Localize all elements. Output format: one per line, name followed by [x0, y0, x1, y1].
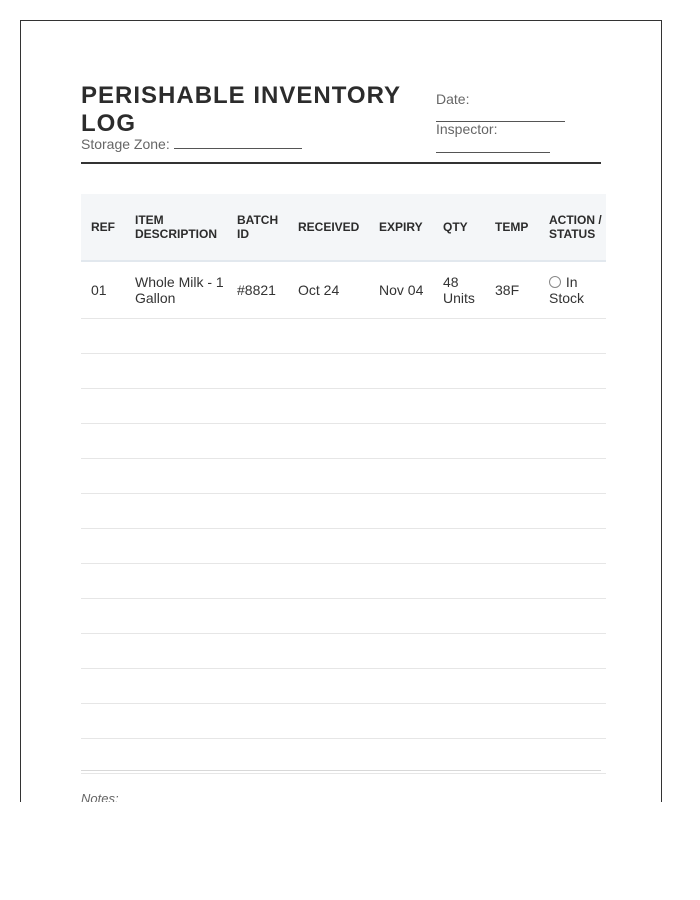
empty-cell[interactable]: [227, 704, 288, 739]
cell-received: Oct 24: [288, 261, 369, 319]
empty-cell[interactable]: [227, 494, 288, 529]
empty-cell[interactable]: [227, 354, 288, 389]
empty-table-row: [81, 494, 606, 529]
empty-cell[interactable]: [125, 564, 227, 599]
empty-cell[interactable]: [369, 704, 433, 739]
empty-cell[interactable]: [369, 564, 433, 599]
empty-cell[interactable]: [369, 354, 433, 389]
empty-table-row: [81, 459, 606, 494]
empty-cell[interactable]: [485, 424, 539, 459]
empty-cell[interactable]: [369, 424, 433, 459]
empty-table-row: [81, 704, 606, 739]
empty-cell[interactable]: [288, 424, 369, 459]
empty-cell[interactable]: [433, 529, 485, 564]
empty-cell[interactable]: [288, 319, 369, 354]
empty-cell[interactable]: [227, 599, 288, 634]
empty-cell[interactable]: [369, 319, 433, 354]
notes-label: Notes:: [81, 791, 119, 802]
column-header-received: RECEIVED: [288, 194, 369, 261]
empty-cell[interactable]: [227, 424, 288, 459]
empty-cell[interactable]: [81, 319, 125, 354]
empty-table-row: [81, 354, 606, 389]
column-header-expiry: EXPIRY: [369, 194, 433, 261]
status-radio[interactable]: [549, 276, 561, 288]
empty-cell[interactable]: [539, 564, 606, 599]
table-bottom-divider: [81, 770, 601, 771]
empty-cell[interactable]: [433, 389, 485, 424]
empty-cell[interactable]: [81, 494, 125, 529]
empty-cell[interactable]: [288, 354, 369, 389]
empty-cell[interactable]: [485, 529, 539, 564]
empty-cell[interactable]: [433, 599, 485, 634]
empty-cell[interactable]: [539, 739, 606, 774]
empty-cell[interactable]: [81, 704, 125, 739]
empty-cell[interactable]: [81, 529, 125, 564]
empty-cell[interactable]: [485, 494, 539, 529]
empty-cell[interactable]: [433, 564, 485, 599]
cell-batch-id: #8821: [227, 261, 288, 319]
empty-cell[interactable]: [125, 459, 227, 494]
empty-cell[interactable]: [485, 599, 539, 634]
empty-cell[interactable]: [369, 739, 433, 774]
empty-table-row: [81, 634, 606, 669]
empty-cell[interactable]: [227, 634, 288, 669]
empty-cell[interactable]: [485, 704, 539, 739]
empty-cell[interactable]: [288, 494, 369, 529]
empty-table-row: [81, 564, 606, 599]
status-label: In Stock: [549, 274, 585, 306]
empty-cell[interactable]: [485, 634, 539, 669]
inspector-blank[interactable]: [436, 152, 550, 153]
empty-cell[interactable]: [227, 739, 288, 774]
empty-cell[interactable]: [369, 389, 433, 424]
date-label: Date:: [436, 91, 470, 107]
empty-cell[interactable]: [433, 459, 485, 494]
inventory-log-sheet: [20, 20, 662, 802]
empty-cell[interactable]: [539, 459, 606, 494]
column-header-action-status: ACTION / STATUS: [539, 194, 606, 261]
empty-cell[interactable]: [539, 529, 606, 564]
table-header-row: [81, 194, 606, 261]
empty-cell[interactable]: [539, 704, 606, 739]
empty-cell[interactable]: [288, 739, 369, 774]
page-title: PERISHABLE INVENTORY LOG: [81, 82, 401, 137]
empty-cell[interactable]: [485, 389, 539, 424]
empty-cell[interactable]: [485, 319, 539, 354]
empty-cell[interactable]: [125, 599, 227, 634]
empty-cell[interactable]: [288, 529, 369, 564]
empty-cell[interactable]: [125, 494, 227, 529]
empty-cell[interactable]: [81, 669, 125, 704]
cell-item-description: Whole Milk - 1 Gallon: [125, 261, 227, 319]
empty-cell[interactable]: [81, 389, 125, 424]
empty-cell[interactable]: [227, 529, 288, 564]
empty-cell[interactable]: [125, 739, 227, 774]
empty-table-row: [81, 599, 606, 634]
empty-cell[interactable]: [288, 599, 369, 634]
empty-cell[interactable]: [288, 459, 369, 494]
empty-cell[interactable]: [369, 494, 433, 529]
cell-status: [539, 261, 606, 319]
empty-table-row: [81, 319, 606, 354]
empty-cell[interactable]: [485, 564, 539, 599]
empty-cell[interactable]: [81, 424, 125, 459]
empty-cell[interactable]: [539, 319, 606, 354]
empty-cell[interactable]: [433, 494, 485, 529]
empty-cell[interactable]: [227, 459, 288, 494]
empty-cell[interactable]: [539, 494, 606, 529]
cell-expiry: Nov 04: [369, 261, 433, 319]
column-header-batch-id: BATCH ID: [227, 194, 288, 261]
empty-cell[interactable]: [433, 669, 485, 704]
empty-cell[interactable]: [539, 669, 606, 704]
empty-cell[interactable]: [433, 319, 485, 354]
empty-cell[interactable]: [369, 529, 433, 564]
column-header-temp: TEMP: [485, 194, 539, 261]
empty-cell[interactable]: [288, 669, 369, 704]
empty-cell[interactable]: [539, 389, 606, 424]
empty-cell[interactable]: [227, 319, 288, 354]
column-header-qty: QTY: [433, 194, 485, 261]
empty-cell[interactable]: [81, 459, 125, 494]
empty-cell[interactable]: [433, 354, 485, 389]
empty-table-row: [81, 739, 606, 774]
empty-cell[interactable]: [288, 389, 369, 424]
empty-cell[interactable]: [369, 634, 433, 669]
header-divider: [81, 162, 601, 164]
empty-cell[interactable]: [125, 669, 227, 704]
empty-table-row: [81, 389, 606, 424]
empty-table-row: [81, 669, 606, 704]
storage-zone-label: Storage Zone:: [81, 136, 170, 152]
empty-cell[interactable]: [539, 354, 606, 389]
cell-qty: 48 Units: [433, 261, 485, 319]
cell-ref: 01: [81, 261, 125, 319]
empty-cell[interactable]: [125, 704, 227, 739]
empty-cell[interactable]: [125, 634, 227, 669]
empty-cell[interactable]: [81, 564, 125, 599]
empty-cell[interactable]: [288, 564, 369, 599]
empty-cell[interactable]: [369, 459, 433, 494]
empty-cell[interactable]: [539, 599, 606, 634]
empty-cell[interactable]: [539, 634, 606, 669]
empty-cell[interactable]: [125, 424, 227, 459]
empty-cell[interactable]: [125, 319, 227, 354]
empty-cell[interactable]: [369, 599, 433, 634]
empty-cell[interactable]: [433, 704, 485, 739]
empty-cell[interactable]: [125, 389, 227, 424]
empty-cell[interactable]: [433, 424, 485, 459]
table-row: [81, 261, 606, 319]
empty-cell[interactable]: [81, 354, 125, 389]
empty-cell[interactable]: [125, 354, 227, 389]
cell-temp: 38F: [485, 261, 539, 319]
inventory-table: [81, 194, 606, 774]
empty-cell[interactable]: [485, 739, 539, 774]
empty-cell[interactable]: [227, 389, 288, 424]
empty-table-row: [81, 529, 606, 564]
empty-table-row: [81, 424, 606, 459]
empty-cell[interactable]: [485, 354, 539, 389]
empty-cell[interactable]: [485, 669, 539, 704]
empty-cell[interactable]: [125, 529, 227, 564]
empty-cell[interactable]: [227, 669, 288, 704]
empty-cell[interactable]: [227, 564, 288, 599]
storage-zone-blank[interactable]: [174, 136, 302, 149]
empty-cell[interactable]: [81, 634, 125, 669]
empty-cell[interactable]: [539, 424, 606, 459]
empty-cell[interactable]: [433, 739, 485, 774]
column-header-item-description: ITEM DESCRIPTION: [125, 194, 227, 261]
empty-cell[interactable]: [369, 669, 433, 704]
empty-cell[interactable]: [433, 634, 485, 669]
inspector-label: Inspector:: [436, 121, 498, 137]
column-header-ref: REF: [81, 194, 125, 261]
empty-cell[interactable]: [288, 704, 369, 739]
empty-cell[interactable]: [288, 634, 369, 669]
empty-cell[interactable]: [485, 459, 539, 494]
empty-cell[interactable]: [81, 739, 125, 774]
storage-zone-field: [81, 136, 302, 152]
empty-cell[interactable]: [81, 599, 125, 634]
